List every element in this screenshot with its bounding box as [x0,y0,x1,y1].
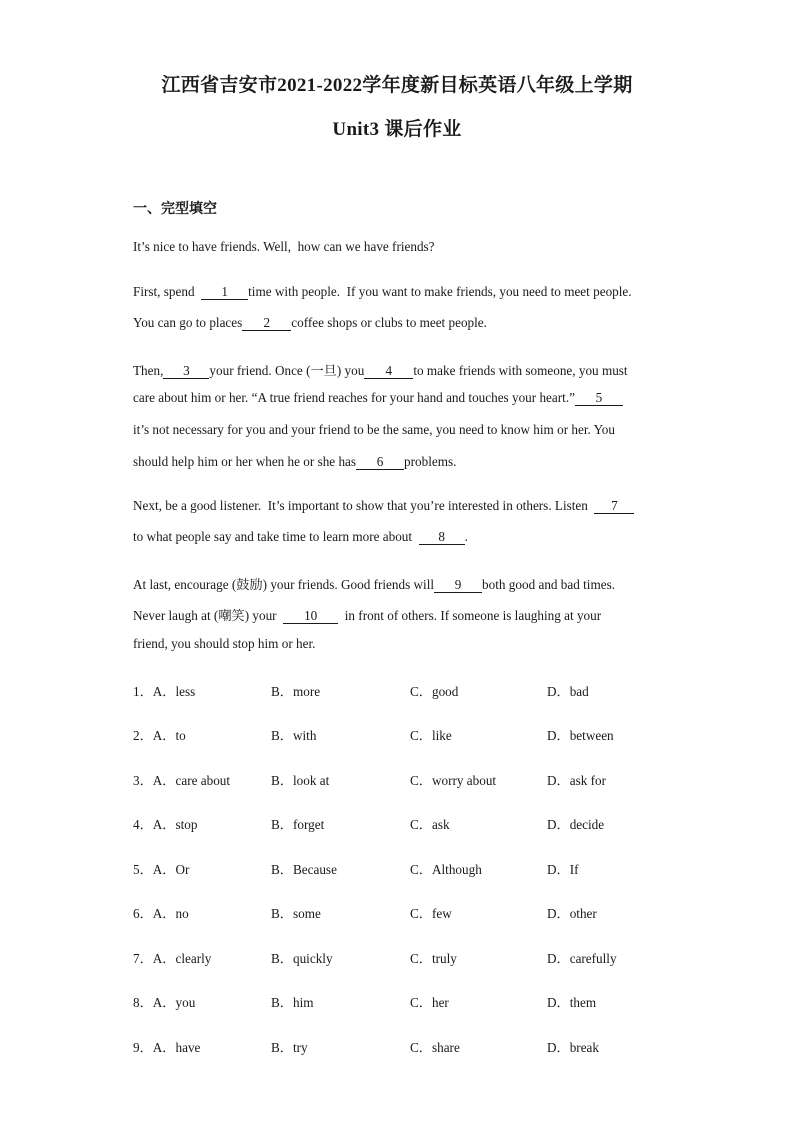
question-number: 2．A．to [133,728,186,743]
option-b[interactable]: B．try [271,1040,308,1055]
blank-10[interactable]: 10 [283,609,338,624]
question-number: 8．A．you [133,995,196,1010]
option-b[interactable]: B．look at [271,773,330,788]
option-c[interactable]: C．Although [410,862,482,877]
passage-line: You can go to places 2 coffee shops or clubs to meet people. [133,315,487,330]
blank-7[interactable]: 7 [594,499,634,514]
blank-1[interactable]: 1 [201,285,248,300]
passage-line: Never laugh at (嘲笑) your 10 in front of others. If someone is laughing at your [133,608,602,623]
option-d[interactable]: D．decide [547,817,605,832]
option-a[interactable]: less [175,684,196,699]
option-c[interactable]: C．ask [410,817,450,832]
question-number: 5．A．Or [133,862,190,877]
option-a[interactable]: have [175,1040,201,1055]
passage-line: should help him or her when he or she has 6 problems. [133,454,457,469]
passage-line: First, spend 1 time with people. If you want to make friends, you need to meet people. [133,284,632,299]
option-d[interactable]: D．ask for [547,773,606,788]
option-b[interactable]: B．forget [271,817,325,832]
passage-line: it’s not necessary for you and your friend to be the same, you need to know him or her. You [133,422,615,437]
option-a[interactable]: to [175,728,186,743]
option-a[interactable]: Or [175,862,190,877]
blank-6[interactable]: 6 [356,455,404,470]
option-c[interactable]: C．share [410,1040,460,1055]
option-c[interactable]: C．good [410,684,459,699]
passage-line: Then, 3 your friend. Once (一旦) you 4 to make friends with someone, you must [133,363,628,378]
question-number: 7．A．clearly [133,951,212,966]
option-b[interactable]: B．quickly [271,951,333,966]
option-a[interactable]: no [175,906,189,921]
option-b[interactable]: B．with [271,728,317,743]
blank-8[interactable]: 8 [419,530,465,545]
passage-line: At last, encourage (鼓励) your friends. Good friends will 9 both good and bad times. [133,577,616,592]
question-number: 6．A．no [133,906,189,921]
passage-line: It’s nice to have friends. Well, how can we have friends? [133,239,435,254]
option-a[interactable]: you [175,995,196,1010]
option-b[interactable]: B．some [271,906,321,921]
option-d[interactable]: D．them [547,995,597,1010]
option-a[interactable]: clearly [175,951,212,966]
option-d[interactable]: D．If [547,862,579,877]
blank-9[interactable]: 9 [434,578,482,593]
passage-line: to what people say and take time to learn more about 8 . [133,529,468,544]
option-d[interactable]: D．carefully [547,951,617,966]
blank-4[interactable]: 4 [364,364,413,379]
question-number: 9．A．have [133,1040,201,1055]
section-heading: 一、完型填空 [133,202,217,217]
passage-line: friend, you should stop him or her. [133,636,316,651]
option-b[interactable]: B．him [271,995,314,1010]
option-c[interactable]: C．worry about [410,773,497,788]
blank-5[interactable]: 5 [575,391,623,406]
option-d[interactable]: D．break [547,1040,599,1055]
option-a[interactable]: stop [175,817,198,832]
passage-line: care about him or her. “A true friend reaches for your hand and touches your heart.” 5 [133,390,623,406]
option-c[interactable]: C．truly [410,951,457,966]
option-c[interactable]: C．her [410,995,449,1010]
option-d[interactable]: D．other [547,906,597,921]
blank-3[interactable]: 3 [163,364,209,379]
question-number: 3．A．care about [133,773,231,788]
question-number: 4．A．stop [133,817,198,832]
option-d[interactable]: D．between [547,728,614,743]
option-b[interactable]: B．Because [271,862,337,877]
option-d[interactable]: D．bad [547,684,589,699]
document-title-line-1: 江西省吉安市2021-2022学年度新目标英语八年级上学期 [161,75,633,96]
blank-2[interactable]: 2 [242,316,291,331]
question-number: 1．A．less [133,684,196,699]
passage-line: Next, be a good listener. It’s important to show that you’re interested in others. Listen 7 [133,498,634,514]
option-c[interactable]: C．few [410,906,452,921]
option-b[interactable]: B．more [271,684,321,699]
option-c[interactable]: C．like [410,728,452,743]
option-a[interactable]: care about [175,773,231,788]
document-title-line-2: Unit3 课后作业 [332,119,462,140]
